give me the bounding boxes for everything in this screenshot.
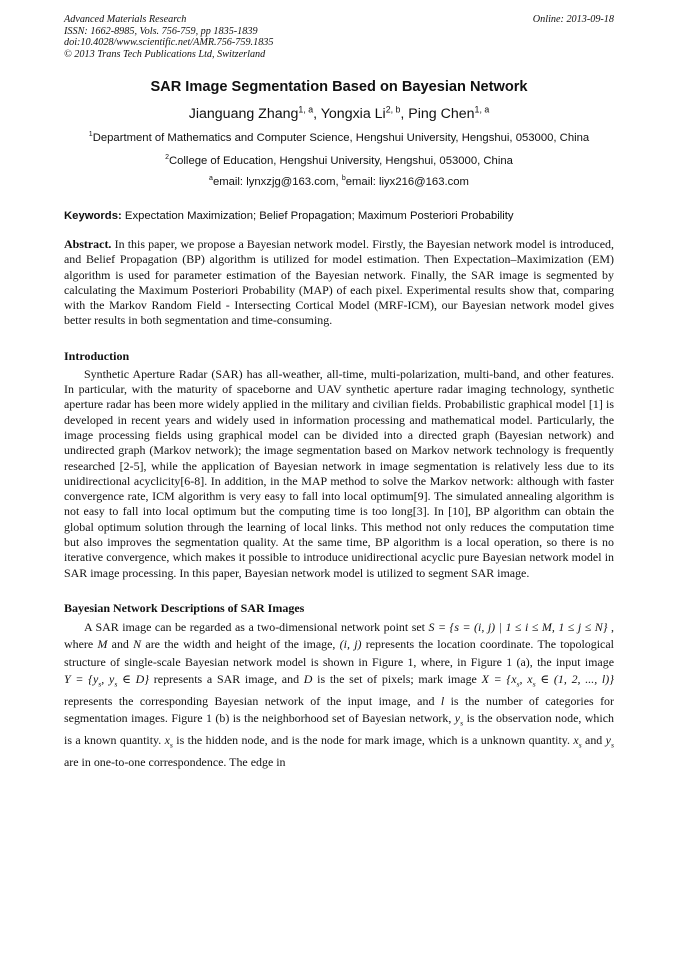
section-heading-bayesian-network: Bayesian Network Descriptions of SAR Images [64,600,305,615]
abstract [64,237,614,329]
text-run: , where [64,619,614,652]
math-part: ∈ D} [117,672,150,687]
math-set-x [481,672,614,689]
text-run: is the set of pixels; mark image [312,672,482,687]
text-run: A SAR image can be regarded as a two-dimensional network point set [84,619,429,634]
email-sup: b [341,175,346,183]
introduction-paragraph: Synthetic Aperture Radar (SAR) has all-weather, all-time, multi-polarization, multi-band, and other features. In particular, with the maturity of spaceborne and UAV synthetic aperture radar imaging technology, synthetic aperture radar has been more widely applied in the military and civilian fields. Probabilistic graphical model [1] is developed in recent years and widely used in information processing and mathematical model. Particularly, the image processing fields using graphical model can be divided into a directed graph (Bayesian network) and undirected graph (Markov network); the image segmentation based on Markov network technology is frequently researched [2-5], while the application of Bayesian network in image segmentation is relatively less due to its unidirectional acyclicity[6-8]. In addition, in the MAP method to solve the Markov network: although with faster convergence rate, ICM algorithm is very easy to fall into local optimum[9]. The simulated annealing algorithm is not easy to fall into local optimum but the computing time is too long[3]. In [10], BP algorithm can obtain the global optimum solution through the learning of local links. This method not only reduces the computation time but also improves the segmentation quality. At the same time, BP algorithm is a local operation, so there is no iterative convergence, which makes it possible to introduce unidirectional acyclic pure Bayesian network model in SAR image processing. In this paper, Bayesian network model is utilized to segment SAR image. [64,366,614,580]
email-line [64,176,614,188]
email-text: email: liyx216@163.com [345,176,469,188]
section-heading-introduction: Introduction [64,348,130,363]
math-xs [573,733,582,750]
online-date: Online: 2013-09-18 [532,14,614,25]
math-m: M [97,637,108,652]
math-sub: s [578,740,582,750]
abstract-text: In this paper, we propose a Bayesian network model. Firstly, the Bayesian network model is introduced, and Belief Propagation (BP) algorithm is utilized for model estimation. Then Expectation–Maximization (EM) algorithm is used for parameter estimation of the Bayesian network. Finally, the SAR image is segmented by calculating the Maximum Posteriori Probability (MAP) of each pixel. Experimental results show that, comparing with the Markov Random Field - Intersecting Cortical Model (MRF-ICM), our Bayesian network model gives better results in both segmentation and time-consuming. [64,237,614,328]
text-run: represents the corresponding Bayesian network of the input image, and [64,693,441,708]
affiliation-2 [64,154,614,169]
journal-header [64,14,614,60]
math-sub: s [98,679,102,689]
affiliation-text: Department of Mathematics and Computer Science, Hengshui University, Hengshui, 053000, China [92,132,590,144]
math-xs [164,733,173,750]
text-run: represents a SAR image, and [149,672,304,687]
math-l: l [440,693,445,708]
affiliation-sup: 1 [88,131,93,139]
email-sup: a [209,175,213,183]
math-sub: s [460,718,464,728]
text-run: are the width and height of the image, [141,637,340,652]
math-sub: s [516,679,520,689]
author-list [64,106,614,122]
keywords-text: Expectation Maximization; Belief Propagation; Maximum Posteriori Probability [121,210,514,222]
text-run: and [107,637,134,652]
math-sub: s [532,679,536,689]
math-part: , x [519,672,533,687]
author-sup: 2, b [385,104,401,115]
author-name: Jianguang Zhang [188,106,299,122]
keywords [64,210,614,222]
math-sub: s [169,740,173,750]
copyright-line: © 2013 Trans Tech Publications Ltd, Switzerland [64,48,266,60]
doi-line: doi:10.4028/www.scientific.net/AMR.756-759.1835 [64,37,274,48]
affiliation-sup: 2 [165,153,169,161]
math-ys [605,733,614,750]
math-part: y [454,711,461,726]
affiliation-1 [64,131,614,146]
text-run: is the hidden node, and is the node for mark image, which is a unknown quantity. [172,733,574,748]
text-run: are in one-to-one correspondence. The edge in [64,754,286,769]
issn-line: ISSN: 1662-8985, Vols. 756-759, pp 1835-1839 [64,25,258,37]
paper-title: SAR Image Segmentation Based on Bayesian Network [150,79,528,95]
author-sup: 1, a [298,104,314,115]
math-part: , y [101,672,115,687]
affiliation-text: College of Education, Hengshui University, Hengshui, 053000, China [168,154,513,167]
abstract-label: Abstract. [64,237,112,251]
math-sub: s [114,679,118,689]
math-ij: (i, j) [339,637,362,652]
keywords-label: Keywords: [64,210,122,222]
math-part: X = {x [481,672,517,687]
math-part: x [164,733,170,748]
math-part: y [605,733,611,748]
math-set-y [64,672,150,689]
math-d: D [303,672,313,687]
text-run: represents the location coordinate. The topological structure of single-scale Bayesian network model is shown in Figure 1, where, in Figure 1 (a), the input image [64,637,614,669]
author-separator: , [400,106,409,122]
journal-name: Advanced Materials Research [64,14,187,25]
author-name: Yongxia Li [320,106,386,122]
math-part: Y = {y [64,672,99,687]
math-part: ∈ (1, 2, ..., l)} [535,672,614,687]
author-name: Ping Chen [408,106,475,122]
math-set-s: S = {s = (i, j) | 1 ≤ i ≤ M, 1 ≤ j ≤ N} [428,619,608,634]
math-part: x [573,733,579,748]
email-text: email: lynxzjg@163.com, [212,176,342,188]
text-run: is the number of categories for segmentation images. Figure 1 (b) is the neighborhood set of Bayesian network, [64,693,614,726]
math-n: N [133,637,142,652]
author-sup: 1, a [474,104,490,115]
author-separator: , [313,106,321,122]
text-run: and [581,733,606,748]
bayesian-network-paragraph [64,619,614,771]
math-sub: s [610,740,614,750]
math-ys [454,711,464,728]
text-run: is the observation node, which is a known quantity. [64,711,614,748]
